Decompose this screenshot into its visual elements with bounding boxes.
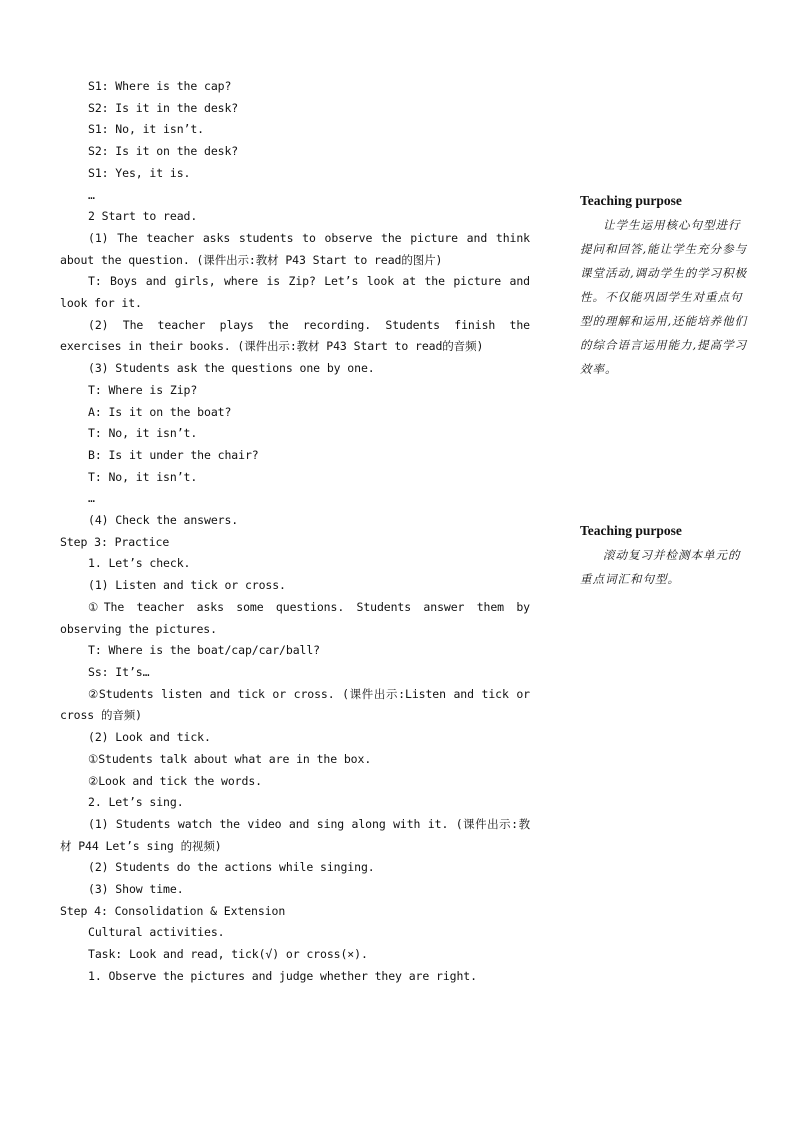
- text-line: T: No, it isn’t.: [88, 426, 198, 441]
- text-line: S1: Yes, it is.: [88, 165, 191, 180]
- text-line: A: Is it on the boat?: [88, 404, 232, 419]
- text-line: 2 Start to read.: [88, 209, 198, 224]
- text-line: Step 3: Practice: [60, 534, 170, 549]
- text-line: 1. Let’s check.: [88, 556, 191, 571]
- text-line: T: Boys and girls, where is Zip? Let’s look at the picture and look for it.: [60, 274, 530, 311]
- text-line: T: Where is the boat/cap/car/ball?: [88, 643, 321, 658]
- text-line: ①The teacher asks some questions. Students answer them by observing the pictures.: [60, 599, 530, 636]
- text-line: (1) Listen and tick or cross.: [88, 578, 286, 593]
- teaching-purpose-note-1: [580, 193, 752, 381]
- text-line: Task: Look and read, tick(√) or cross(×).: [88, 947, 368, 962]
- text-line: (2) Students do the actions while singing.: [88, 860, 375, 875]
- text-line: ①Students talk about what are in the box.: [88, 751, 372, 766]
- text-line: …: [88, 491, 95, 506]
- text-line: (2) Look and tick.: [88, 730, 211, 745]
- text-line: S2: Is it in the desk?: [88, 100, 239, 115]
- text-line: Cultural activities.: [88, 925, 225, 940]
- text-line: (2) The teacher plays the recording. Students finish the exercises in their books. (课件出示:教材 P43 Start to read的音频): [60, 317, 530, 354]
- text-line: (1) The teacher asks students to observe the picture and think about the question. (课件出示:教材 P43 Start to read的图片): [60, 230, 530, 267]
- note-body: 让学生运用核心句型进行提问和回答,能让学生充分参与课堂活动,调动学生的学习积极性。不仅能巩固学生对重点句型的理解和运用,还能培养他们的综合语言运用能力,提高学习效率。: [580, 218, 748, 376]
- text-line: T: Where is Zip?: [88, 382, 198, 397]
- text-line: B: Is it under the chair?: [88, 447, 259, 462]
- note-heading: Teaching purpose: [580, 193, 682, 208]
- text-line: (1) Students watch the video and sing along with it. (课件出示:教材 P44 Let’s sing 的视频): [60, 816, 530, 853]
- text-line: (3) Students ask the questions one by one.: [88, 361, 375, 376]
- text-line: 1. Observe the pictures and judge whether they are right.: [88, 968, 477, 983]
- text-line: Step 4: Consolidation & Extension: [60, 903, 286, 918]
- text-line: …: [88, 187, 95, 202]
- text-line: (3) Show time.: [88, 882, 184, 897]
- teaching-purpose-note-2: [580, 523, 752, 591]
- text-line: T: No, it isn’t.: [88, 469, 198, 484]
- text-line: (4) Check the answers.: [88, 513, 239, 528]
- text-line: S1: Where is the cap?: [88, 79, 232, 93]
- text-line: ②Students listen and tick or cross. (课件出示:Listen and tick or cross 的音频): [60, 686, 530, 723]
- text-line: S2: Is it on the desk?: [88, 144, 239, 159]
- text-line: S1: No, it isn’t.: [88, 122, 205, 137]
- note-heading: Teaching purpose: [580, 523, 682, 538]
- lesson-body: [60, 76, 530, 988]
- text-line: Ss: It’s…: [88, 664, 150, 679]
- text-line: ②Look and tick the words.: [88, 773, 262, 788]
- text-line: 2. Let’s sing.: [88, 795, 184, 810]
- note-body: 滚动复习并检测本单元的重点词汇和句型。: [580, 548, 741, 586]
